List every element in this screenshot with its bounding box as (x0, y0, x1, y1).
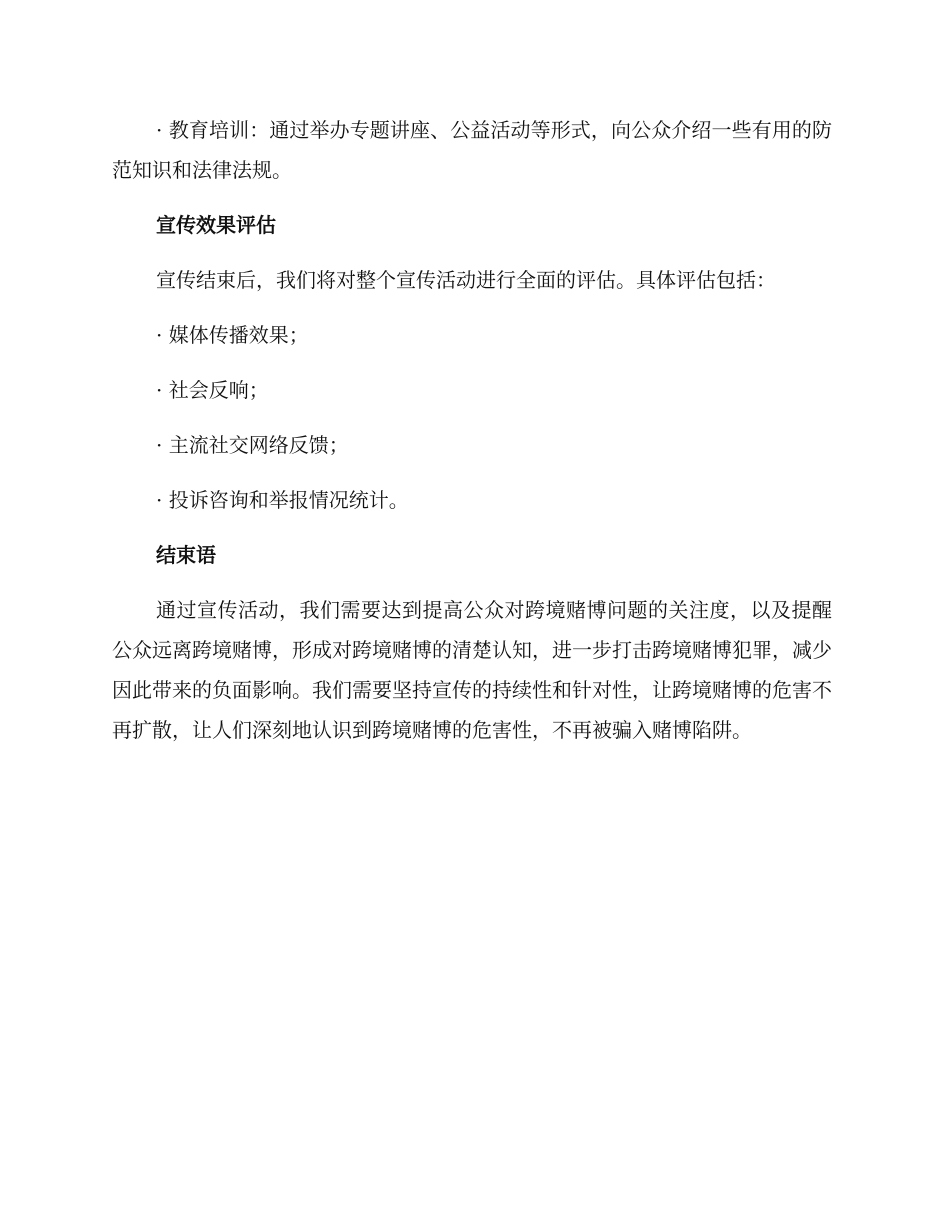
evaluation-intro-paragraph: 宣传结束后，我们将对整个宣传活动进行全面的评估。具体评估包括： (156, 268, 776, 292)
education-training-bullet: · 教育培训：通过举办专题讲座、公益活动等形式，向公众介绍一些有用的防范知识和法律法规。 (112, 118, 832, 182)
evaluation-list-item: · 投诉咨询和举报情况统计。 (156, 488, 409, 512)
evaluation-list-item: · 社会反响； (156, 378, 269, 402)
document-body (112, 110, 832, 750)
section-heading-conclusion: 结束语 (156, 543, 216, 567)
evaluation-list-item: · 媒体传播效果； (156, 323, 309, 347)
conclusion-paragraph: 通过宣传活动，我们需要达到提高公众对跨境赌博问题的关注度，以及提醒公众远离跨境赌博，形成对跨境赌博的清楚认知，进一步打击跨境赌博犯罪，减少因此带来的负面影响。我们需要坚持宣传的持续性和针对性，让跨境赌博的危害不再扩散，让人们深刻地认识到跨境赌博的危害性，不再被骗入赌博陷阱。 (112, 598, 832, 742)
evaluation-list-item: · 主流社交网络反馈； (156, 433, 349, 457)
section-heading-evaluation: 宣传效果评估 (156, 213, 276, 237)
